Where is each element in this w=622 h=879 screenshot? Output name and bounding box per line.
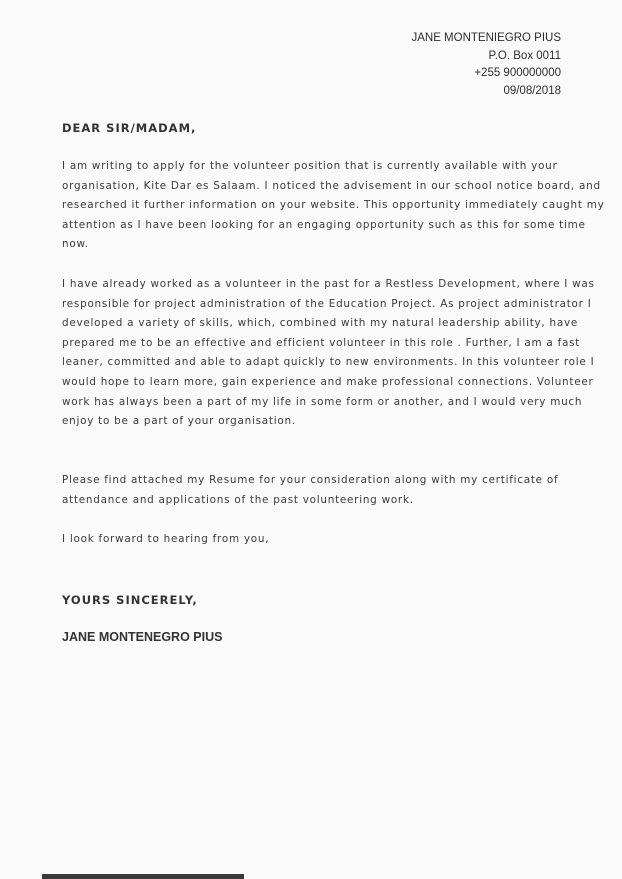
sender-name: JANE MONTENIEGRO PIUS xyxy=(411,32,561,44)
body-paragraph-experience: I have already worked as a volunteer in the past for a Restless Development, where I was responsible for project administration of the Education Project. As project administrator I developed a variety of skills, which, combined with my natural leadership ability, have prepared me to be an effective and efficient volunteer in this role . Further, I am a fast leaner, committed and able to adapt quickly to new environments. In this volunteer role I would hope to learn more, gain experience and make professional connections. Volunteer work has always been a part of my life in some form or another, and I would very much enjoy to be a part of your organisation. xyxy=(62,278,595,428)
sender-phone: +255 900000000 xyxy=(474,67,561,79)
closing: YOURS SINCERELY, xyxy=(62,593,198,607)
body-paragraph-closing-line: I look forward to hearing from you, xyxy=(62,533,270,545)
sender-block xyxy=(411,30,561,100)
signature-name: JANE MONTENEGRO PIUS xyxy=(62,630,223,644)
body-paragraph-attachments: Please find attached my Resume for your consideration along with my certificate of attendance and applications of the past volunteering work. xyxy=(62,474,559,506)
bottom-divider-bar xyxy=(42,874,244,879)
sender-address: P.O. Box 0011 xyxy=(488,49,561,62)
letter-date: 09/08/2018 xyxy=(503,84,561,97)
salutation: DEAR SIR/MADAM, xyxy=(62,121,197,135)
body-paragraph-intro: I am writing to apply for the volunteer position that is currently available with your organisation, Kite Dar es Salaam. I noticed the advisement in our school notice board, and researched it further information on your website. This opportunity immediately caught my attention as I have been looking for an engaging opportunity such as this for some time now. xyxy=(62,160,605,251)
